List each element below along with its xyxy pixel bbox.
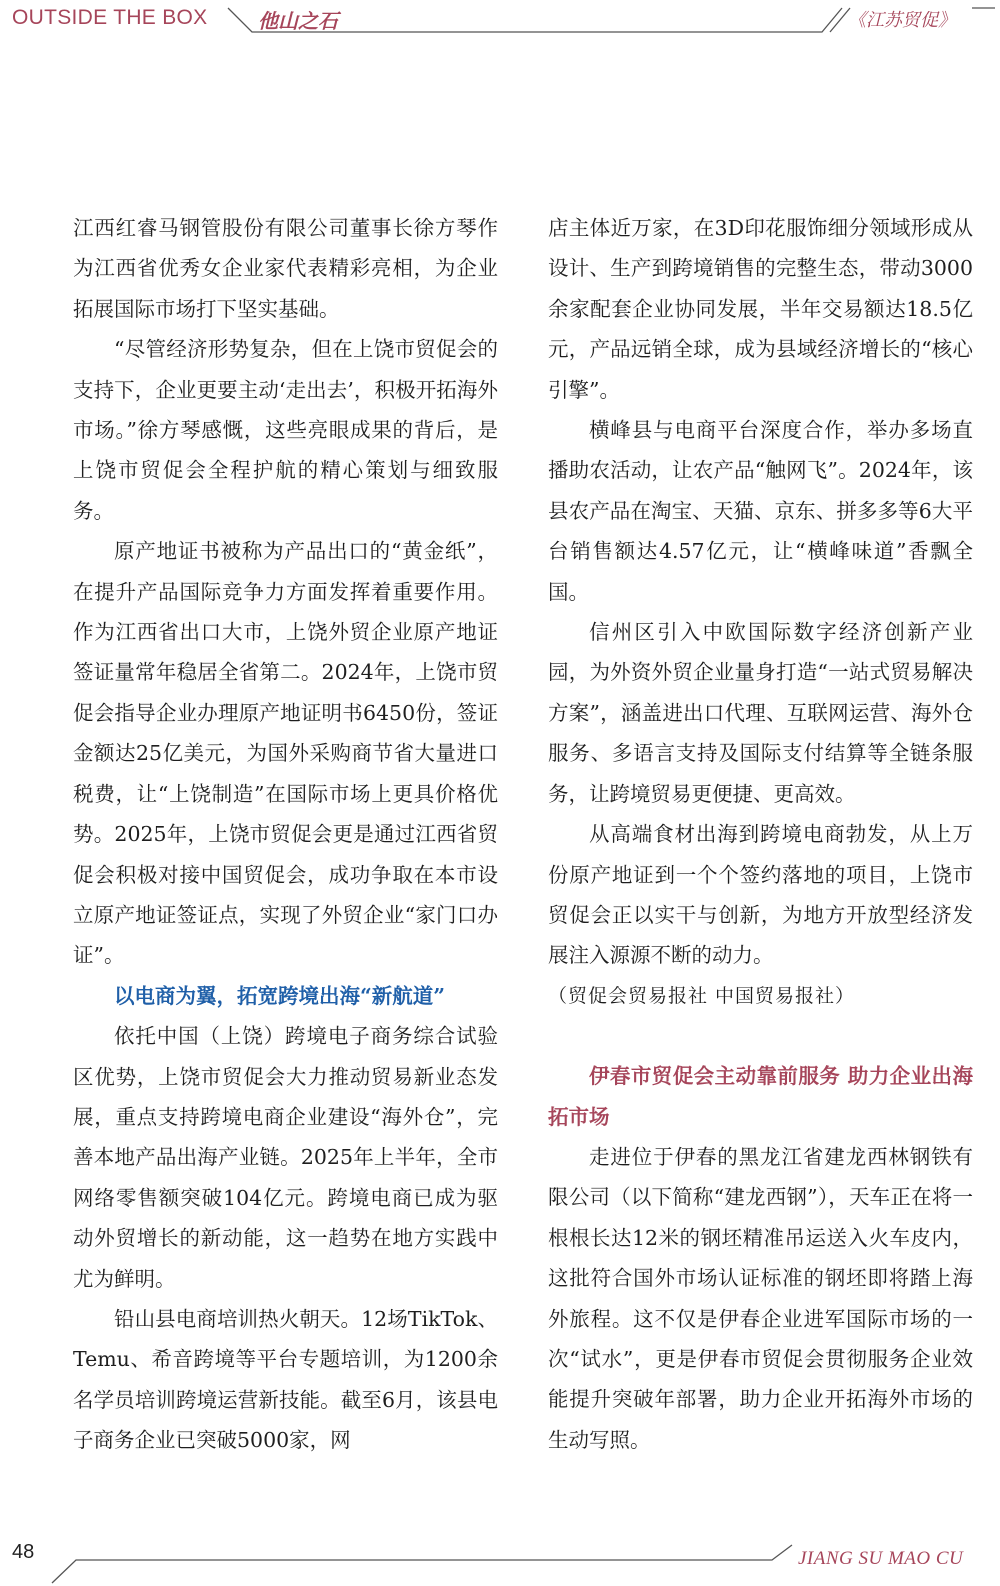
paragraph: 走进位于伊春的黑龙江省建龙西林钢铁有限公司（以下简称“建龙西钢”），天车正在将一根根长达12米的钢坯精准吊运送入火车皮内，这批符合国外市场认证标准的钢坯即将踏上海外旅程。这不仅是伊春企业进军国际市场的一次“试水”，更是伊春市贸促会贯彻服务企业效能提升突破年部署，助力企业开拓海外市场的生动写照。: [548, 1144, 973, 1452]
left-column: [73, 208, 498, 1461]
section-title-en: OUTSIDE THE BOX: [12, 6, 208, 29]
paragraph: 信州区引入中欧国际数字经济创新产业园，为外资外贸企业量身打造“一站式贸易解决方案”，涵盖进出口代理、互联网运营、海外仓服务、多语言支持及国际支付结算等全链条服务，让跨境贸易更便捷、更高效。: [548, 620, 973, 806]
paragraph: 店主体近万家，在3D印花服饰细分领域形成从设计、生产到跨境销售的完整生态，带动3000余家配套企业协同发展，半年交易额达18.5亿元，产品远销全球，成为县域经济增长的“核心引擎”。: [548, 216, 973, 402]
paragraph: 依托中国（上饶）跨境电子商务综合试验区优势，上饶市贸促会大力推动贸易新业态发展，重点支持跨境电商企业建设“海外仓”，完善本地产品出海产业链。2025年上半年，全市网络零售额突破104亿元。跨境电商已成为驱动外贸增长的新动能，这一趋势在地方实践中尤为鲜明。: [73, 1024, 498, 1291]
paragraph: 横峰县与电商平台深度合作，举办多场直播助农活动，让农产品“触网飞”。2024年，该县农产品在淘宝、天猫、京东、拼多多等6大平台销售额达4.57亿元，让“横峰味道”香飘全国。: [548, 418, 973, 604]
paragraph: 从高端食材出海到跨境电商勃发，从上万份原产地证到一个个签约落地的项目，上饶市贸促会正以实干与创新，为地方开放型经济发展注入源源不断的动力。: [548, 822, 973, 968]
column-title-cn: 他山之石: [258, 9, 338, 33]
page-number: 48: [12, 1541, 35, 1563]
footer-rule: [52, 1545, 792, 1583]
paragraph: 原产地证书被称为产品出口的“黄金纸”，在提升产品国际竞争力方面发挥着重要作用。作为江西省出口大市，上饶外贸企业原产地证签证量常年稳居全省第二。2024年，上饶市贸促会指导企业办理原产地证明书6450份，签证金额达25亿美元，为国外采购商节省大量进口税费，让“上饶制造”在国际市场上更具价格优势。2025年，上饶市贸促会更是通过江西省贸促会积极对接中国贸促会，成功争取在本市设立原产地证签证点，实现了外贸企业“家门口办证”。: [73, 539, 498, 968]
right-column: [548, 208, 973, 1460]
magazine-title: 《江苏贸促》: [848, 10, 956, 31]
paragraph: “尽管经济形势复杂，但在上饶市贸促会的支持下，企业更要主动‘走出去’，积极开拓海外市场。”徐方琴感慨，这些亮眼成果的背后，是上饶市贸促会全程护航的精心策划与细致服务。: [73, 337, 498, 523]
spacer: [548, 1016, 973, 1056]
subheading: 以电商为翼，拓宽跨境出海“新航道”: [114, 983, 446, 1008]
paragraph: 江西红睿马钢管股份有限公司董事长徐方琴作为江西省优秀女企业家代表精彩亮相，为企业拓展国际市场打下坚实基础。: [73, 216, 498, 321]
article-headline: 伊春市贸促会主动靠前服务 助力企业出海拓市场: [548, 1064, 973, 1129]
source-credit: （贸促会贸易报社 中国贸易报社）: [548, 984, 856, 1007]
paragraph: 铅山县电商培训热火朝天。12场TikTok、Temu、希音跨境等平台专题培训，为1200余名学员培训跨境运营新技能。截至6月，该县电子商务企业已突破5000家，网: [73, 1306, 498, 1453]
header-rule: [228, 8, 842, 32]
magazine-title-en: JIANG SU MAO CU: [798, 1548, 964, 1569]
header-rule-slash: [830, 8, 850, 32]
